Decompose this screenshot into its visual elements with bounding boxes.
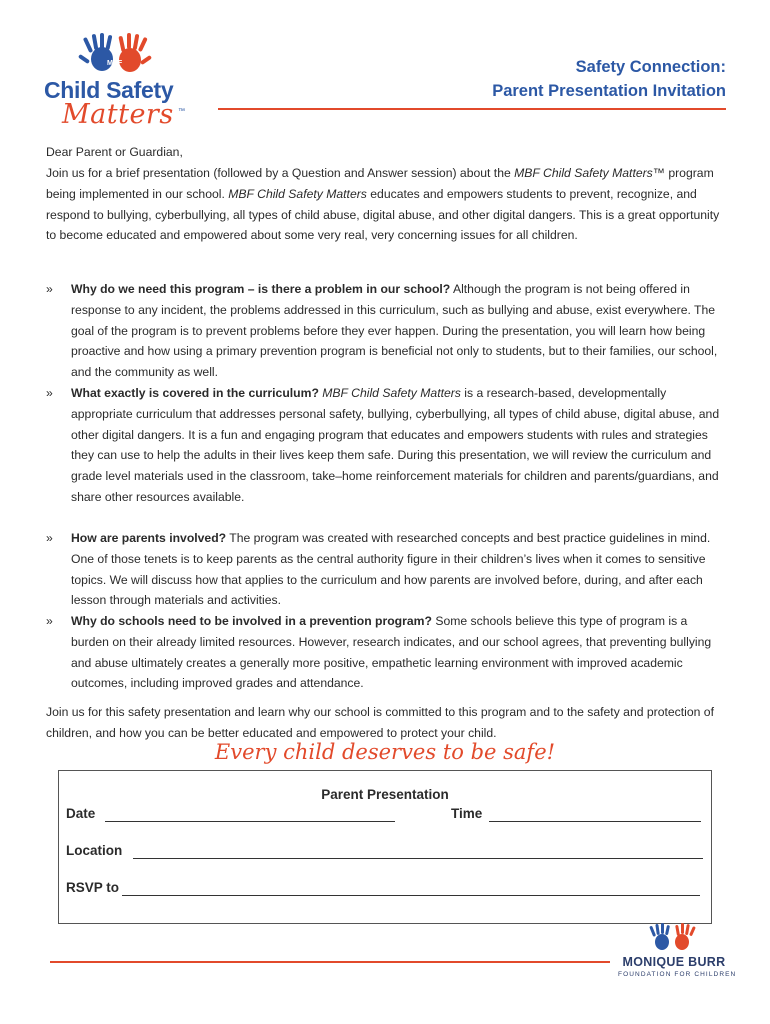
greeting: Dear Parent or Guardian,	[46, 145, 183, 159]
bullet-icon: »	[46, 614, 53, 628]
box-title: Parent Presentation	[321, 787, 449, 802]
title-divider	[218, 108, 726, 110]
date-label: Date	[66, 806, 96, 821]
bullet-icon: »	[46, 531, 53, 545]
faq-question: How are parents involved?	[71, 531, 227, 545]
intro-text-c: educates and empowers students to prevent, recognize, and respond to bullying, cyberbullying, all types of child abuse, digital abuse, and other digital dangers. This is a great opportunity to become educated and empowered about some very real, very concerning issues for all children.	[46, 186, 720, 243]
bullet-icon: »	[46, 282, 53, 296]
bullet-icon: »	[46, 386, 53, 400]
intro-program-name-2: MBF Child Safety Matters	[228, 186, 367, 201]
faq-question: Why do we need this program – is there a problem in our school?	[71, 282, 451, 296]
faq-answer: Although the program is not being offered in response to any incident, the problems addressed in this curriculum, such as bullying and abuse, exist everywhere. The goal of the program is to prevent problems before they ever happen. During the presentation, you will learn how being proactive and how using a primary prevention program is beneficial not only to students, but to their families, our school, and the community as well.	[71, 282, 718, 380]
tagline: Every child deserves to be safe!	[214, 740, 556, 764]
rsvp-label: RSVP to	[66, 880, 120, 895]
faq-answer: Some schools believe this type of program is a burden on their already limited resources. However, research indicates, and our school agrees, that preventing bullying and abuse ultimately creates a generally more positive, empathetic learning environment with improved academic outcomes, including improved grades and attendance.	[71, 614, 712, 691]
intro-text-a: Join us for a brief presentation (followed by a Question and Answer session) about the	[46, 166, 515, 180]
intro-program-name-1: MBF Child Safety Matters	[514, 166, 653, 180]
intro-paragraph	[46, 163, 726, 246]
child-safety-matters-logo	[40, 33, 200, 133]
footer-org-name: MONIQUE BURR	[622, 955, 726, 969]
page-title-line1: Safety Connection:	[575, 58, 726, 76]
logo-text-line1: Child Safety	[44, 77, 174, 103]
faq-answer: The program was created with researched concepts and best practice guidelines in mind. One of those tenets is to keep parents as the central authority figure in their children’s lives when it comes to sensitive topics. We will discuss how that applies to the curriculum and how parents are involved before, during, and after each lesson through materials and activities.	[71, 531, 711, 608]
rsvp-field[interactable]	[122, 895, 700, 896]
page-title-line2: Parent Presentation Invitation	[492, 82, 726, 100]
faq-question: What exactly is covered in the curriculum?	[71, 386, 319, 400]
logo-text-line2: Matters	[62, 99, 174, 130]
presentation-details-box	[58, 770, 712, 924]
faq-question: Why do schools need to be involved in a prevention program?	[71, 614, 432, 628]
logo-badge: MBF	[107, 60, 123, 67]
faq-answer: is a research-based, developmentally appropriate curriculum that addresses personal safety, bullying, cyberbullying, all types of child abuse, digital abuse, and other digital dangers. It is a fun and engaging program that educates and empowers students with rules and strategies they can use to help the adults in their lives keep them safe. During this presentation, we will review the curriculum and grade level materials used in the classroom, take–home reinforcement materials for children and parents/guardians, and share other resources available.	[71, 386, 720, 504]
footer-org-subtitle: FOUNDATION FOR CHILDREN	[618, 971, 737, 978]
time-field[interactable]	[489, 821, 701, 822]
closing-paragraph: Join us for this safety presentation and learn why our school is committed to this program and to the safety and protection of children, and how you can be better educated and empowered to protect your child.	[46, 705, 714, 740]
monique-burr-logo	[618, 922, 737, 982]
location-field[interactable]	[133, 858, 703, 859]
footer-divider	[50, 961, 610, 963]
logo-trademark: ™	[178, 108, 185, 115]
page-title	[492, 55, 726, 103]
footer-hands-icon	[618, 922, 730, 954]
hands-icon	[40, 33, 200, 83]
faq-answer-program-name: MBF Child Safety Matters	[318, 386, 461, 400]
date-field[interactable]	[105, 821, 395, 822]
time-label: Time	[451, 806, 483, 821]
intro-text-b: ™ program being implemented in our school.	[46, 166, 714, 201]
location-label: Location	[66, 843, 123, 858]
